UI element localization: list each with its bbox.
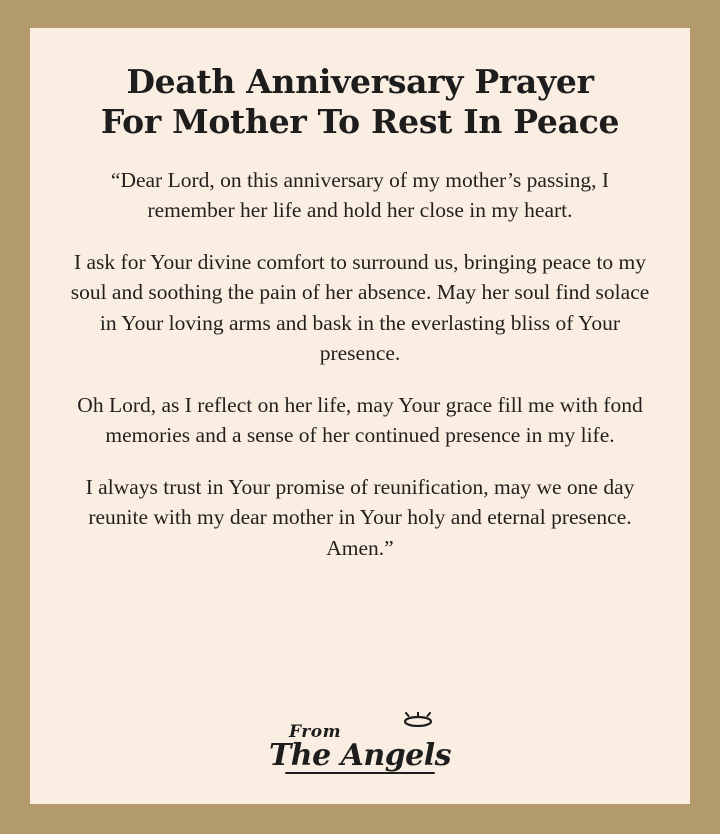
prayer-body [60,165,660,564]
brand-logo-name: The Angels [268,737,452,773]
page-title [60,62,660,143]
prayer-paragraph: I always trust in Your promise of reunification, may we one day reunite with my dear mother in Your holy and eternal presence. Amen.” [85,474,635,560]
prayer-paragraph: I ask for Your divine comfort to surround us, bringing peace to my soul and soothing the pain of her absence. May her soul find solace in Your loving arms and bask in the everlasting bliss of Your presence. [70,249,650,366]
page-title-line-1: Death Anniversary Prayer [126,62,594,101]
prayer-paragraph: Oh Lord, as I reflect on her life, may Your grace fill me with fond memories and a sense of her continued presence in my life. [77,392,643,448]
brand-logo [265,722,455,775]
prayer-paragraph: “Dear Lord, on this anniversary of my mother’s passing, I remember her life and hold her close in my heart. [110,167,610,223]
brand-logo-underline [285,772,435,774]
prayer-card [30,28,690,804]
page-title-line-2: For Mother To Rest In Peace [100,102,620,142]
halo-icon [401,712,435,727]
brand-logo-from: From [289,721,342,742]
